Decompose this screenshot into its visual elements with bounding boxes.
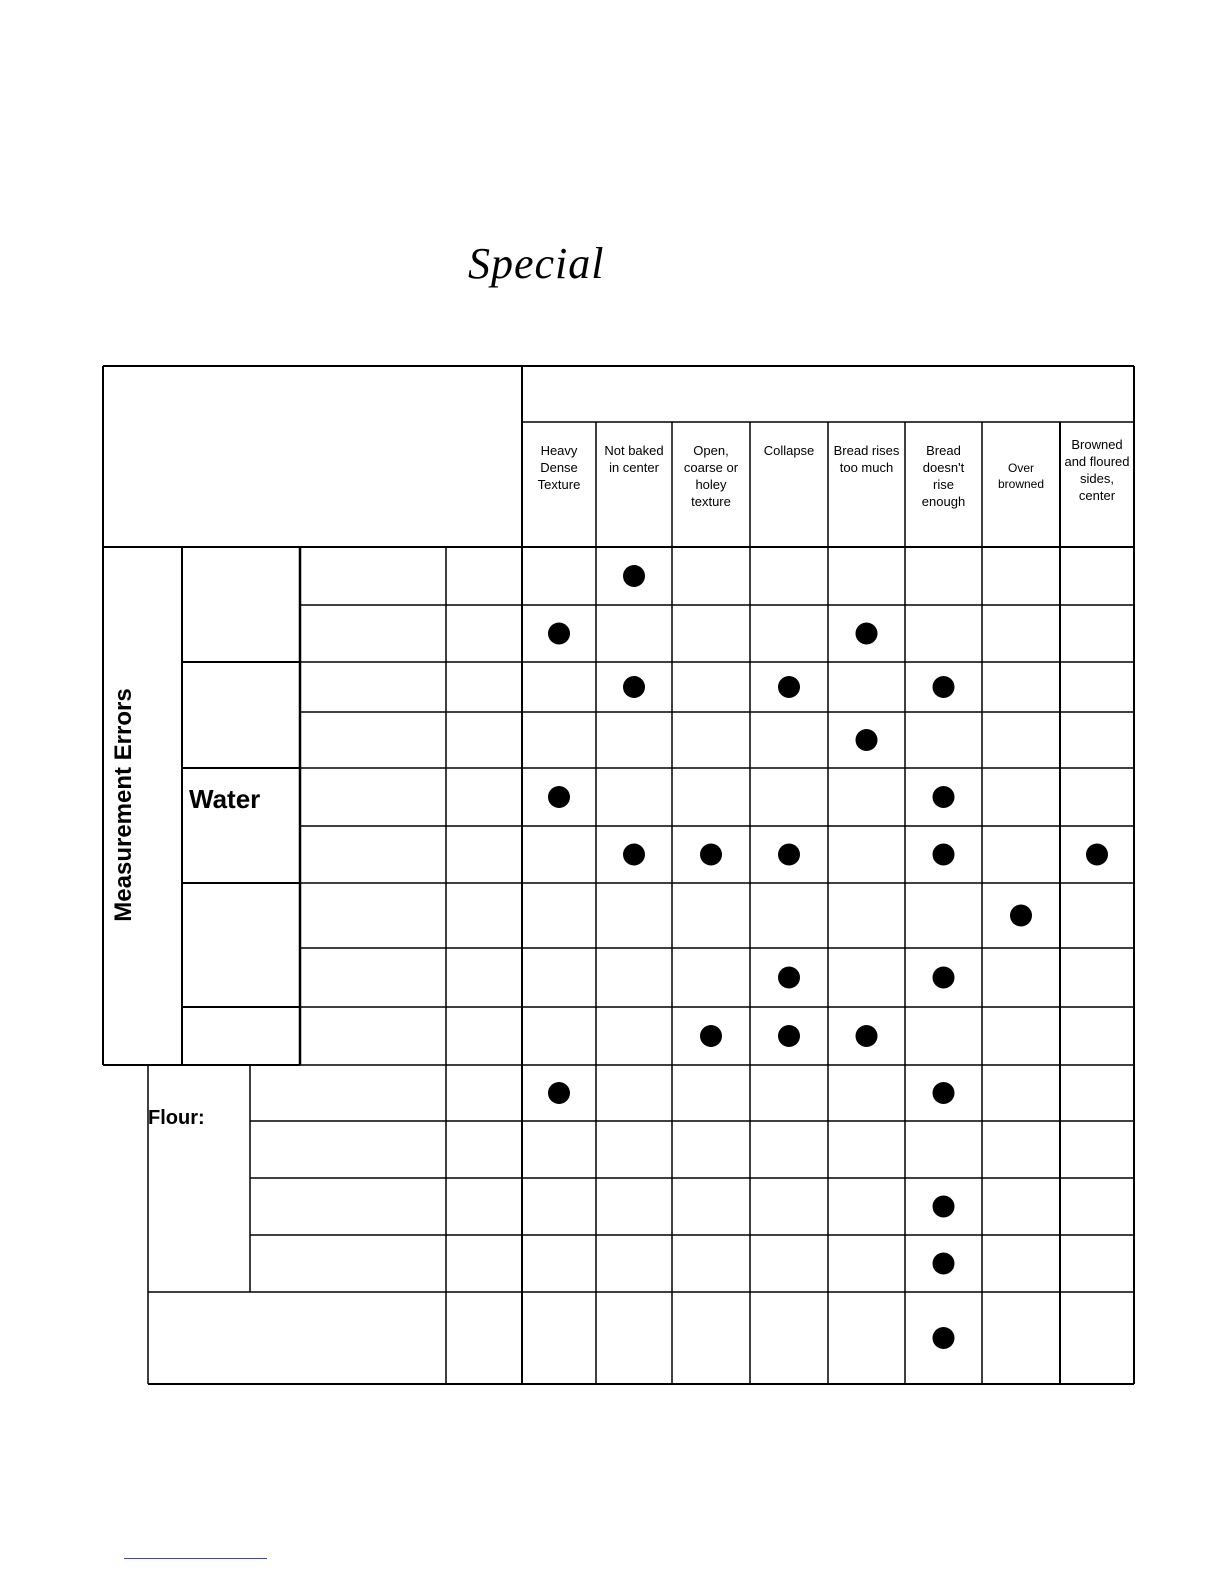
symptom-mark: [856, 729, 878, 751]
column-header: [522, 442, 596, 493]
column-header-line: Texture: [537, 477, 581, 492]
column-header-line: too much: [839, 460, 894, 475]
column-header-line: Collapse: [763, 443, 815, 458]
water-label: Water: [189, 784, 261, 814]
symptom-mark: [548, 623, 570, 645]
column-header: [905, 442, 982, 510]
column-header: [672, 442, 750, 510]
column-header-line: Not baked: [604, 443, 664, 458]
symptom-mark: [856, 1025, 878, 1047]
symptom-mark: [778, 1025, 800, 1047]
column-header: [1060, 436, 1134, 504]
symptom-mark: [778, 676, 800, 698]
symptom-mark: [623, 844, 645, 866]
column-header: [750, 442, 828, 459]
column-header-line: coarse or: [683, 460, 739, 475]
column-header-line: Bread: [926, 443, 961, 458]
column-header-line: doesn't: [922, 460, 965, 475]
column-header-line: in center: [609, 460, 659, 475]
symptom-mark: [933, 676, 955, 698]
column-header: [982, 460, 1060, 492]
symptom-mark: [933, 1327, 955, 1349]
symptom-mark: [933, 1082, 955, 1104]
column-header-line: enough: [921, 494, 966, 509]
page-title: Special: [468, 239, 605, 288]
flour-label: Flour:: [148, 1107, 205, 1129]
symptom-mark: [1086, 844, 1108, 866]
column-header-line: center: [1078, 488, 1116, 503]
column-header-line: and floured: [1064, 454, 1130, 469]
symptom-mark: [1010, 905, 1032, 927]
column-header-line: Dense: [540, 460, 578, 475]
column-header-line: texture: [691, 494, 731, 509]
symptom-mark: [700, 1025, 722, 1047]
symptom-mark: [623, 676, 645, 698]
symptom-mark: [856, 623, 878, 645]
column-header-line: Over: [1007, 461, 1034, 475]
symptom-mark: [933, 1196, 955, 1218]
symptom-mark: [933, 1253, 955, 1275]
symptom-mark: [700, 844, 722, 866]
column-header: [596, 442, 672, 476]
symptom-mark: [778, 967, 800, 989]
footer-rule: [124, 1558, 267, 1559]
symptom-mark: [548, 1082, 570, 1104]
measurement-errors-label: Measurement Errors: [110, 688, 137, 922]
column-header-line: sides,: [1080, 471, 1114, 486]
symptom-mark: [933, 967, 955, 989]
symptom-mark: [933, 844, 955, 866]
symptom-mark: [548, 786, 570, 808]
column-header-line: holey: [695, 477, 727, 492]
symptom-mark: [933, 786, 955, 808]
column-header: [828, 442, 905, 476]
column-header-line: Browned: [1071, 437, 1123, 452]
symptom-mark: [778, 844, 800, 866]
column-header-line: Bread rises: [833, 443, 900, 458]
column-header-line: Heavy: [540, 443, 578, 458]
column-header-line: rise: [933, 477, 954, 492]
column-header-line: Open,: [693, 443, 729, 458]
column-header-line: browned: [997, 477, 1045, 491]
symptom-mark: [623, 565, 645, 587]
